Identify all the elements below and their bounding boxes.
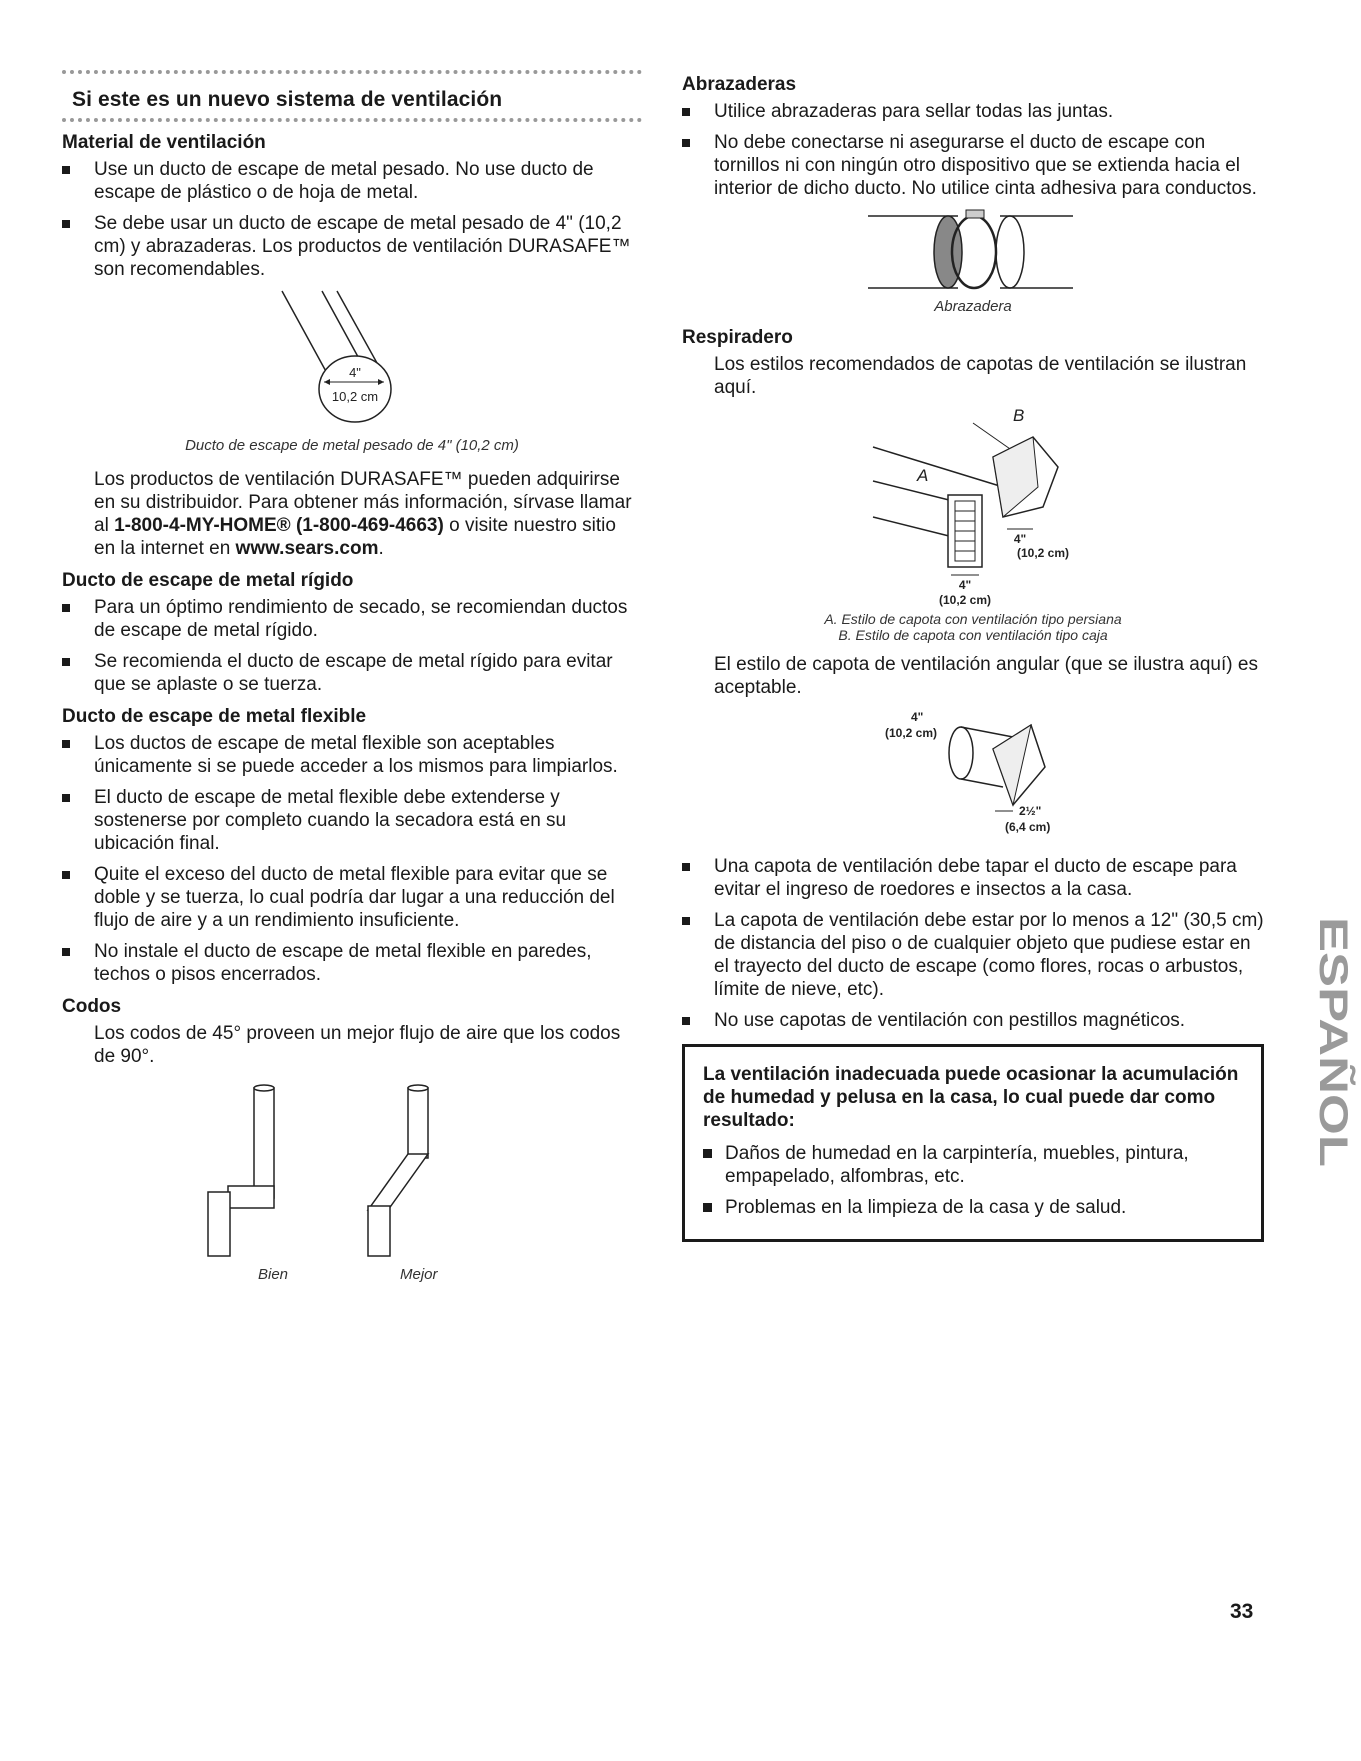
elbow-good-label: Bien <box>258 1266 289 1283</box>
list-item: Para un óptimo rendimiento de secado, se recomiendan ductos de escape de metal rígido. <box>62 596 642 642</box>
vent-hood-text: Los estilos recomendados de capotas de ventilación se ilustran aquí. <box>714 354 1247 398</box>
elbow-45-illustration <box>368 1085 428 1256</box>
material-list <box>62 158 642 281</box>
warning-box <box>682 1044 1264 1242</box>
angled-dim-in: 4" <box>911 710 924 724</box>
duct-dim-cm: 10,2 cm <box>331 389 379 404</box>
heavy-duct-figure <box>252 289 452 429</box>
material-heading: Material de ventilación <box>62 132 266 153</box>
list-item: Problemas en la limpieza de la casa y de salud. <box>703 1196 1243 1219</box>
clamps-heading: Abrazaderas <box>682 74 797 95</box>
vent-hoods-figure <box>843 407 1103 607</box>
rigid-list <box>62 596 642 696</box>
list-item: Use un ducto de escape de metal pesado. No use ducto de escape de plástico o de hoja de metal. <box>62 158 642 204</box>
hood-caption-a: A. Estilo de capota con ventilación tipo persiana <box>824 611 1122 627</box>
elbow-90-illustration <box>208 1085 274 1256</box>
codos-text: Los codos de 45° proveen un mejor flujo de aire que los codos de 90°. <box>94 1023 621 1067</box>
phone-number: 1-800-4-MY-HOME® (1-800-469-4663) <box>114 515 444 536</box>
list-item: La capota de ventilación debe estar por lo menos a 12" (30,5 cm) de distancia del piso o de cualquier objeto que pudiese estar en el trayecto del ducto de escape (como flores, rocas o arbustos, límite de nieve, etc). <box>682 909 1264 1001</box>
rigid-heading: Ducto de escape de metal rígido <box>62 570 354 591</box>
page-number: 33 <box>1230 1600 1254 1623</box>
clamp-caption: Abrazadera <box>934 298 1012 315</box>
vent-hood-heading: Respiradero <box>682 327 793 348</box>
language-tab-label: ESPAÑOL <box>1311 917 1355 1108</box>
hood-caption-b: B. Estilo de capota con ventilación tipo caja <box>838 627 1108 643</box>
flexible-list <box>62 732 642 986</box>
durasafe-paragraph: Los productos de ventilación DURASAFE™ pueden adquirirse en su distribuidor. Para obtener más información, sírvase llamar al 1-800-4-MY-HOME® (1-800-469-4663) o visite nuestro sitio en la internet en www.sears.com. <box>94 469 632 559</box>
angled-hood-text: El estilo de capota de ventilación angular (que se ilustra aquí) es aceptable. <box>714 654 1258 698</box>
website-link: www.sears.com <box>235 538 379 559</box>
hood-a-dim-cm: (10,2 cm) <box>938 593 992 607</box>
hood-b-dim-in: 4" <box>1013 532 1027 546</box>
angled-dim-cm: (10,2 cm) <box>885 726 938 740</box>
list-item: Utilice abrazaderas para sellar todas las juntas. <box>682 100 1264 123</box>
clamp-figure <box>868 208 1078 294</box>
list-item: Se recomienda el ducto de escape de metal rígido para evitar que se aplaste o se tuerza. <box>62 650 642 696</box>
angled-gap-in: 2½" <box>1019 804 1042 818</box>
elbows-figure <box>182 1082 522 1262</box>
language-tab <box>1284 915 1355 1170</box>
list-item: El ducto de escape de metal flexible debe extenderse y sostenerse por completo cuando la secadora está en su ubicación final. <box>62 786 642 855</box>
section-title: Si este es un nuevo sistema de ventilación <box>62 70 642 122</box>
hood-b-dim-cm: (10,2 cm) <box>1016 546 1070 560</box>
list-item: No debe conectarse ni asegurarse el ducto de escape con tornillos ni con ningún otro dispositivo que se extienda hacia el interior de dicho ducto. No utilice cinta adhesiva para conductos. <box>682 131 1264 200</box>
list-item: Quite el exceso del ducto de metal flexible para evitar que se doble y se tuerza, lo cual podría dar lugar a una reducción del flujo de aire y a un rendimiento insuficiente. <box>62 863 642 932</box>
codos-heading: Codos <box>62 996 122 1017</box>
list-item: Los ductos de escape de metal flexible son aceptables únicamente si se puede acceder a los mismos para limpiarlos. <box>62 732 642 778</box>
list-item: Una capota de ventilación debe tapar el ducto de escape para evitar el ingreso de roedores e insectos a la casa. <box>682 855 1264 901</box>
duct-caption: Ducto de escape de metal pesado de 4" (10,2 cm) <box>185 437 519 454</box>
list-item: No instale el ducto de escape de metal flexible en paredes, techos o pisos encerrados. <box>62 940 642 986</box>
list-item: Daños de humedad en la carpintería, muebles, pintura, empapelado, alfombras, etc. <box>703 1142 1243 1188</box>
flexible-heading: Ducto de escape de metal flexible <box>62 706 367 727</box>
vent-hood-list <box>682 855 1264 1032</box>
warning-title: La ventilación inadecuada puede ocasionar la acumulación de humedad y pelusa en la casa, lo cual puede dar como resultado: <box>703 1064 1239 1131</box>
angled-hood-figure <box>863 707 1083 847</box>
list-item: No use capotas de ventilación con pestillos magnéticos. <box>682 1009 1264 1032</box>
elbow-better-label: Mejor <box>400 1266 438 1283</box>
left-column <box>62 70 642 1288</box>
clamps-list <box>682 100 1264 200</box>
hood-a-dim-in: 4" <box>958 578 972 592</box>
hood-label-b: B <box>1013 406 1025 425</box>
angled-gap-cm: (6,4 cm) <box>1005 820 1051 834</box>
right-column <box>682 70 1264 1242</box>
list-item: Se debe usar un ducto de escape de metal pesado de 4" (10,2 cm) y abrazaderas. Los productos de ventilación DURASAFE™ son recomendables. <box>62 212 642 281</box>
duct-dim-inch: 4" <box>349 365 361 380</box>
hood-label-a: A <box>917 466 929 485</box>
warning-list <box>703 1142 1243 1219</box>
